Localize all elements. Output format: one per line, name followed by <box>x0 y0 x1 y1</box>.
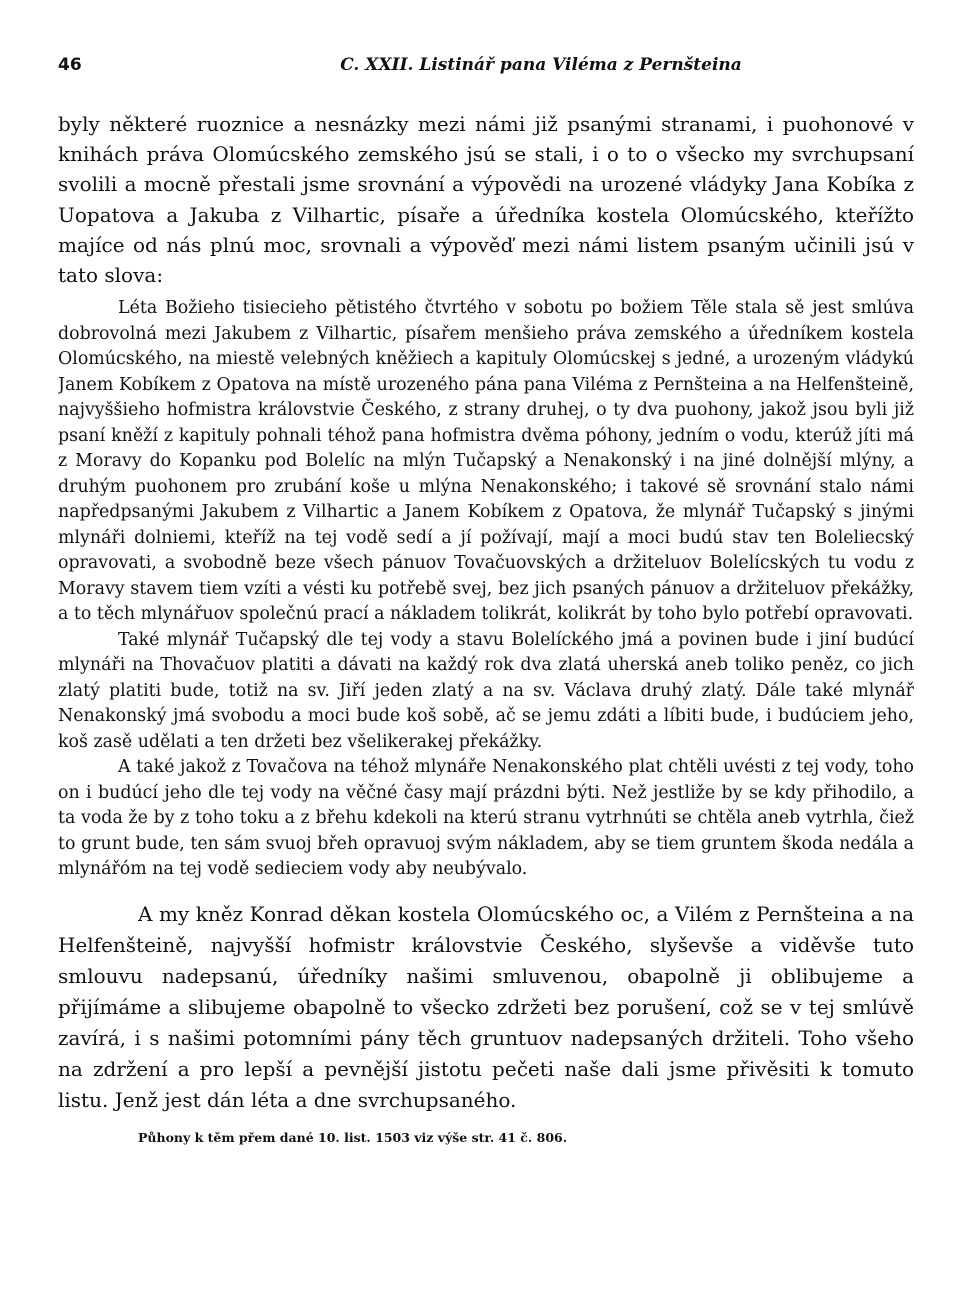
body-paragraph: Léta Božieho tisiecieho pětistého čtvrtého v sobotu po božiem Těle stala sě jest smlúva dobrovolná mezi Jakubem z Vilhartic, písařem menšieho práva zemského a úředníkem kostela Olomúcského, na miestě velebných kněžiech a kapituly Olomúcskej s jedné, a urozeným vládykú Janem Kobíkem z Opatova na místě urozeného pána pana Viléma z Pernšteina a na Helfenšteině, najvyššieho hofmistra královstvie Českého, z strany druhej, o ty dva puohony, jakož jsou byli již psaní kněží z kapituly pohnali téhož pana hofmistra dvěma póhony, jedním o vodu, kterúž jíti má z Moravy do Kopanku pod Bolelíc na mlýn Tučapský a Nenakonský i na jiné dolnější mlýny, a druhým puohonem pro zrubání koše u mlýna Nenakonského; i takové sě srovnání stalo námi napředpsanými Jakubem z Vilhartic a Janem Kobíkem z Opatova, že mlynář Tučapský s jinými mlynáři dolniemi, kteříž na tej vodě sedí a jí požívají, mají a moci budú stav ten Boleliecský opravovati, a svobodně beze všech pánuov Tovačuovských a držiteluov Bolelícských tu vodu z Moravy stavem tiem vzíti a vésti ku potřebě svej, bez jich psaných pánuov a držiteluov překážky, a to těch mlynářuov společnú prací a nákladem tolikrát, kolikrát by toho bylo potřebí opravovati. <box>58 298 914 625</box>
footnote: Půhony k těm přem dané 10. list. 1503 viz výše str. 41 č. 806. <box>138 1129 568 1145</box>
closing-paragraph: A my kněz Konrad děkan kostela Olomúcského oc, a Vilém z Pernšteina a na Helfenšteině, najvyšší hofmistr královstvie Českého, slyševše a viděvše tuto smlouvu nadepsanú, úředníky našimi smluvenou, obapolně ji oblibujeme a přijímáme a slibujeme obapolně to všecko zdržeti bez porušení, což se v tej smlúvě zavírá, i s našimi potomními pány těch gruntuov nadepsaných držiteli. Toho všeho na zdržení a pro lepší a pevnější jistotu pečeti naše dali jsme přivěsiti k tomuto listu. Jenž jest dán léta a dne svrchupsaného. <box>58 901 914 1112</box>
intro-paragraph: byly některé ruoznice a nesnázky mezi námi již psanými stranami, i puohonové v knihách práva Olomúcského zemského jsú se stali, i o to o všecko my svrchupsaní svolili a mocně přestali jsme srovnání a výpovědi na urozené vládyky Jana Kobíka z Uopatova a Jakuba z Vilhartic, písaře a úředníka kostela Olomúcského, kteřížto majíce od nás plnú moc, srovnali a výpověď mezi námi listem psaným učinili jsú v tato slova: <box>58 112 914 288</box>
page-header <box>58 55 914 87</box>
body-paragraph: A také jakož z Tovačova na téhož mlynáře Nenakonského plat chtěli uvésti z tej vody, toho on i budúcí jeho dle tej vody na věčné časy mají prázdni býti. Než jestliže by se kdy přihodilo, a ta voda že by z toho toku a z břehu kdekoli na kterú stranu vytrhnúti se chtěla aneb vytrhla, čiež to grunt bude, ten sám svuoj břeh opravuoj svým nákladem, aby se tiem gruntem škoda nedála a mlynářóm na tej vodě sedieciem vody aby neubývalo. <box>58 757 914 880</box>
running-title: C. XXII. Listinář pana Viléma z Pernšteina <box>340 55 742 75</box>
document-page <box>58 55 914 1285</box>
page-number: 46 <box>58 55 82 75</box>
body-paragraph: Také mlynář Tučapský dle tej vody a stavu Bolelíckého jmá a povinen bude i jiní budúcí mlynáři na Thovačuov platiti a dávati na každý rok dva zlatá uherská aneb toliko peněz, co jich zlatý platiti bude, totiž na sv. Jiří jeden zlatý a na sv. Václava druhý zlatý. Dále také mlynář Nenakonský jmá svobodu a moci bude koš sobě, ač se jemu zdáti a líbiti bude, i budúciem jeho, koš zasě udělati a ten držeti bez všelikerakej překážky. <box>58 629 914 752</box>
